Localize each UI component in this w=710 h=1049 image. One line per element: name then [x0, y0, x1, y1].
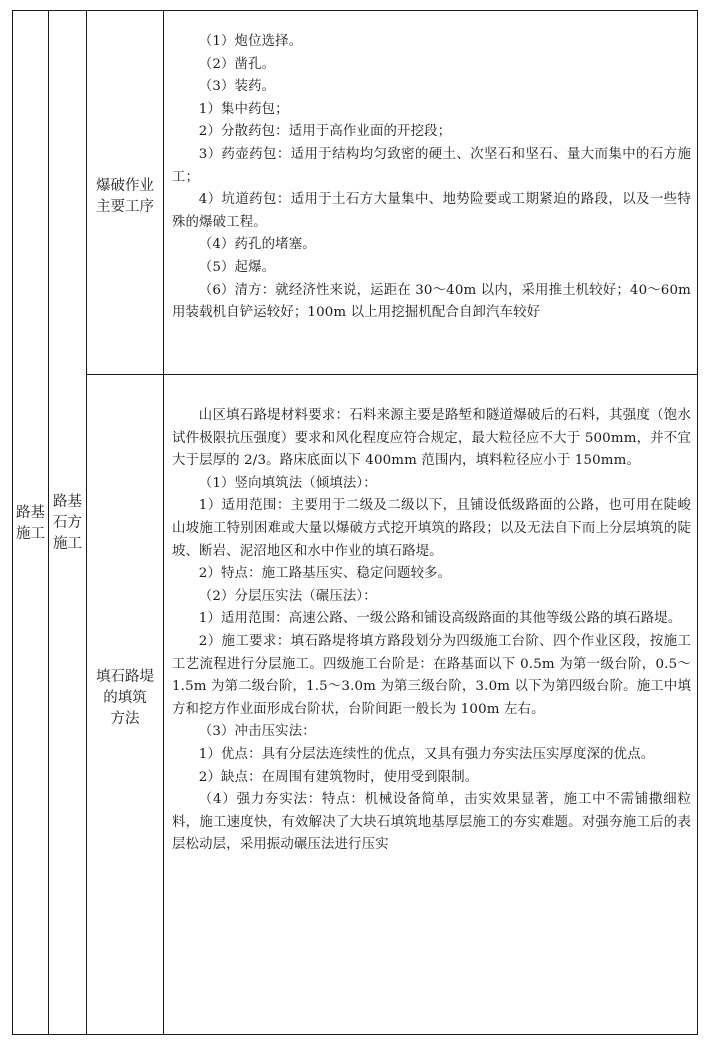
table — [12, 10, 698, 1035]
category-label-line: 路基 — [16, 505, 45, 521]
content-paragraph: （1）竖向填筑法（倾填法）： — [198, 475, 377, 491]
subcategory-label-rock-construction — [49, 492, 86, 555]
blasting-procedures-content — [172, 31, 691, 325]
content-paragraph: 2）分散药包：适用于高作业面的开挖段； — [198, 124, 452, 140]
row-label-line: 主要工序 — [96, 199, 154, 215]
content-paragraph: 4）坑道药包：适用于土石方大量集中、地势险要或工期紧迫的路段，以及一些特殊的爆破工程。 — [172, 192, 691, 230]
content-paragraph: 1）优点：具有分层法连续性的优点，又具有强力夯实法压实厚度深的优点。 — [198, 746, 655, 762]
row-label-rockfill-methods — [87, 667, 163, 730]
column-divider-3 — [163, 11, 164, 1034]
row-label-line: 方法 — [110, 711, 140, 727]
content-paragraph: （1）炮位选择。 — [198, 34, 303, 49]
row-label-blasting-procedures — [87, 176, 163, 218]
content-paragraph: 3）药壶药包：适用于结构均匀致密的硬土、次坚石和坚石、量大而集中的石方施工； — [172, 146, 691, 185]
subcategory-label-line: 施工 — [53, 536, 82, 552]
content-paragraph: （2）分层压实法（碾压法）： — [198, 588, 377, 604]
content-paragraph: 2）缺点：在周围有建筑物时，使用受到限制。 — [198, 769, 479, 785]
category-label-line: 施工 — [16, 526, 45, 542]
content-paragraph: 1）适用范围：高速公路、一级公路和铺设高级路面的其他等级公路的填石路堤。 — [198, 611, 682, 627]
rockfill-methods-content — [172, 405, 691, 857]
content-paragraph: （3）装药。 — [198, 79, 276, 95]
row-divider — [86, 374, 697, 375]
content-paragraph: 1）适用范围：主要用于二级及二级以下，且铺设低级路面的公路，也可用在陡峻山坡施工特别困难或大量以爆破方式挖开填筑的路段；以及无法自下而上分层填筑的陡坡、断岩、泥沼地区和水中作业的填石路堤。 — [172, 498, 691, 559]
content-paragraph: （4）药孔的堵塞。 — [198, 237, 316, 253]
content-paragraph: 2）施工要求：填石路堤将填方路段划分为四级施工台阶、四个作业区段，按施工工艺流程进行分层施工。四级施工台阶是：在路基面以下 0.5m 为第一级台阶，0.5～1.5m 为第二级台阶，1.5～3.0m 为第三级台阶，3.0m 以下为第四级台阶。施工中填方和挖方作业面形成台阶状，台阶间距一般长为 100m 左右。 — [172, 633, 691, 717]
column-divider-2 — [86, 11, 87, 1034]
row-label-line: 填石路堤 — [96, 669, 154, 685]
content-paragraph: 山区填石路堤材料要求：石料来源主要是路堑和隧道爆破后的石料，其强度（饱水试件极限抗压强度）要求和风化程度应符合规定，最大粒径应不大于 500mm，并不宜大于层厚的 2/3。路床底面以下 400mm 范围内，填料粒径应小于 150mm。 — [172, 408, 691, 469]
content-paragraph: （5）起爆。 — [198, 259, 276, 275]
subcategory-label-line: 路基 — [53, 494, 82, 510]
content-paragraph: 2）特点：施工路基压实、稳定问题较多。 — [198, 566, 452, 582]
content-paragraph: （2）凿孔。 — [198, 56, 276, 72]
row-label-line: 爆破作业 — [96, 178, 154, 194]
row-label-line: 的填筑 — [103, 690, 147, 706]
category-label-roadbed-construction — [13, 503, 48, 545]
subcategory-label-line: 石方 — [53, 515, 82, 531]
content-paragraph: （6）清方：就经济性来说，运距在 30～40m 以内，采用推土机较好；40～60m 用装载机自铲运较好；100m 以上用挖掘机配合自卸汽车较好 — [172, 282, 691, 321]
content-paragraph: （3）冲击压实法： — [198, 724, 316, 740]
content-paragraph: 1）集中药包； — [198, 101, 289, 117]
content-paragraph: （4）强力夯实法：特点：机械设备简单，击实效果显著，施工中不需铺撒细粒料，施工速度快，有效解决了大块石填筑地基厚层施工的夯实难题。对强夯施工后的表层松动层，采用振动碾压法进行压实 — [172, 792, 691, 853]
